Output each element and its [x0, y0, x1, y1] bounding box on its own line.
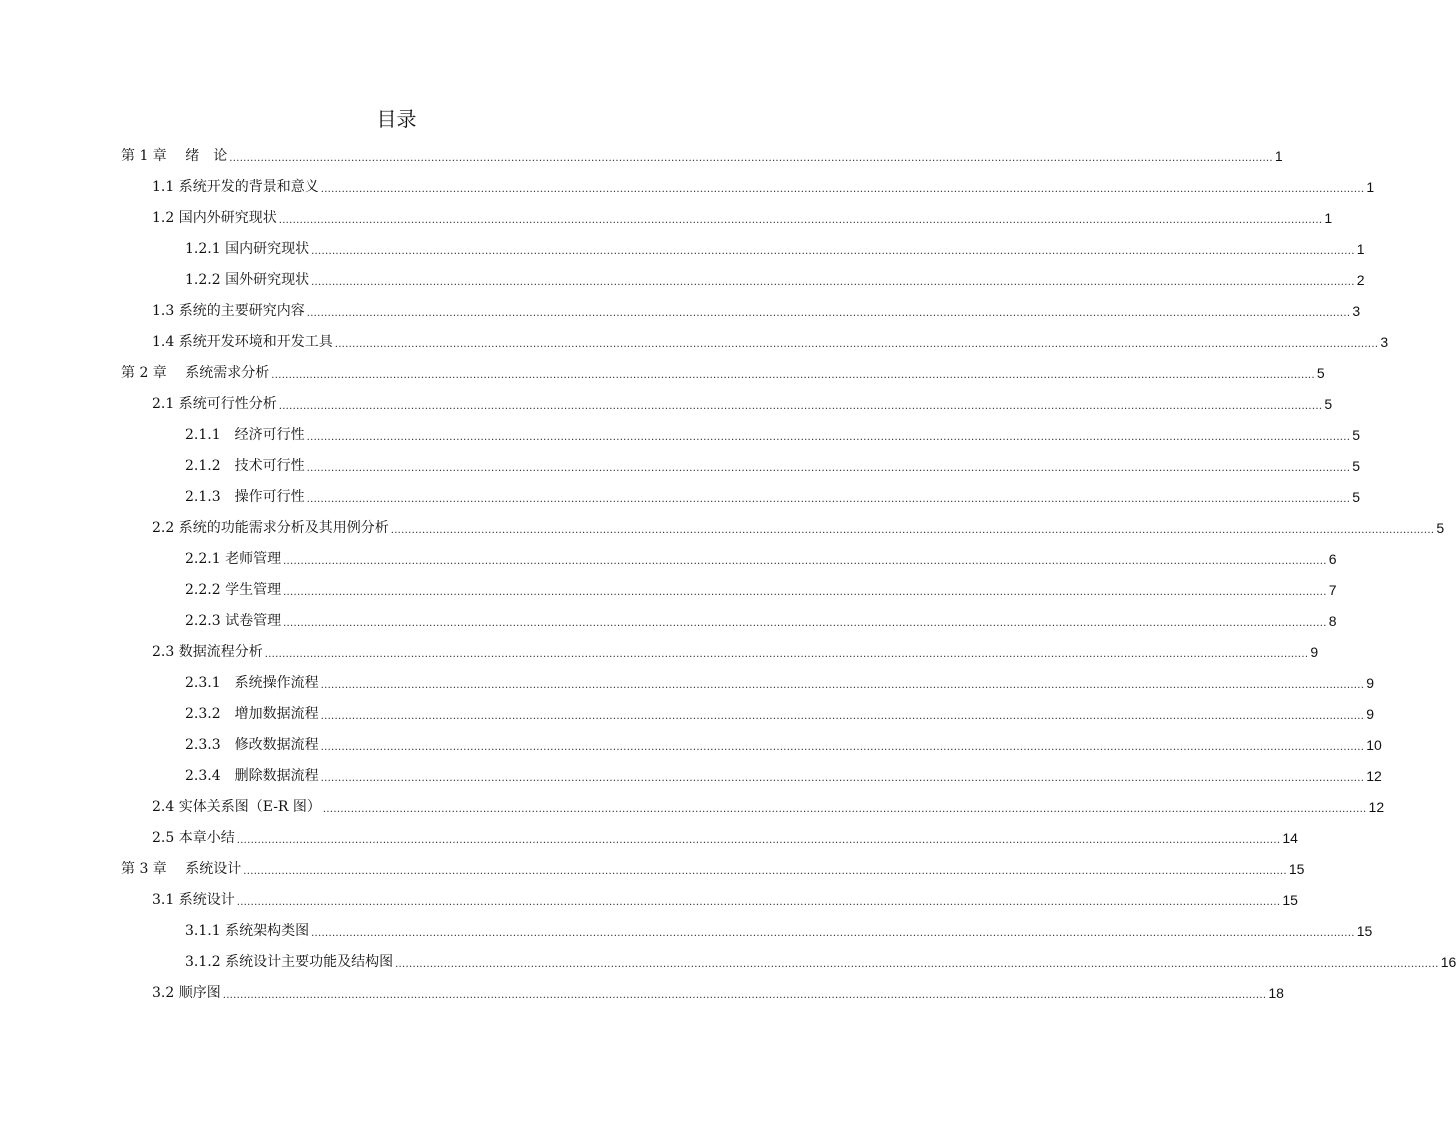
toc-entry-title: 3.1.1 系统架构类图 [185, 923, 310, 939]
toc-dot-leader: ............................................................................................................................................................................................................................................................................................................ [320, 742, 1365, 753]
toc-entry-page-number: 18 [1268, 985, 1284, 1001]
toc-entry[interactable] [185, 269, 1365, 289]
toc-dot-leader: ............................................................................................................................................................................................................................................................................................................ [395, 959, 1439, 970]
toc-dot-leader: ............................................................................................................................................................................................................................................................................................................ [311, 928, 1355, 939]
toc-entry-page-number: 14 [1282, 830, 1298, 846]
toc-entry-title: 第 3 章 系统设计 [121, 861, 242, 877]
toc-dot-leader: ............................................................................................................................................................................................................................................................................................................ [306, 494, 1351, 505]
toc-entry[interactable] [152, 889, 1298, 909]
toc-dot-leader: ............................................................................................................................................................................................................................................................................................................ [283, 587, 1327, 598]
toc-entry-title: 2.3.1 系统操作流程 [185, 675, 319, 691]
toc-dot-leader: ............................................................................................................................................................................................................................................................................................................ [283, 556, 1327, 567]
toc-dot-leader: ............................................................................................................................................................................................................................................................................................................ [222, 990, 1267, 1001]
toc-entry-page-number: 1 [1356, 241, 1365, 257]
toc-dot-leader: ............................................................................................................................................................................................................................................................................................................ [322, 804, 1367, 815]
toc-entry[interactable] [152, 796, 1385, 816]
toc-entry-page-number: 15 [1288, 861, 1305, 877]
toc-entry[interactable] [152, 207, 1333, 227]
toc-entry-title: 2.3.2 增加数据流程 [185, 706, 319, 722]
toc-entry-title: 2.1.1 经济可行性 [185, 427, 305, 443]
toc-entry-page-number: 9 [1366, 706, 1375, 722]
toc-dot-leader: ............................................................................................................................................................................................................................................................................................................ [306, 308, 1351, 319]
toc-dot-leader: ............................................................................................................................................................................................................................................................................................................ [264, 649, 1309, 660]
toc-dot-leader: ............................................................................................................................................................................................................................................................................................................ [306, 432, 1351, 443]
toc-entry-page-number: 2 [1356, 272, 1365, 288]
toc-dot-leader: ............................................................................................................................................................................................................................................................................................................ [306, 463, 1351, 474]
toc-entry[interactable] [152, 641, 1319, 661]
toc-entry-title: 3.1.2 系统设计主要功能及结构图 [185, 954, 394, 970]
toc-entry[interactable] [152, 827, 1298, 847]
toc-entry[interactable] [185, 455, 1361, 475]
toc-entry-title: 2.5 本章小结 [152, 830, 235, 846]
toc-entry-page-number: 5 [1324, 396, 1333, 412]
toc-entry[interactable] [121, 362, 1325, 382]
toc-entry[interactable] [185, 424, 1361, 444]
toc-entry-page-number: 9 [1310, 644, 1319, 660]
toc-dot-leader: ............................................................................................................................................................................................................................................................................................................ [320, 773, 1365, 784]
toc-dot-leader: ............................................................................................................................................................................................................................................................................................................ [320, 711, 1365, 722]
toc-dot-leader: ............................................................................................................................................................................................................................................................................................................ [278, 401, 1323, 412]
toc-entry[interactable] [152, 300, 1361, 320]
toc-entry-title: 2.3.4 删除数据流程 [185, 768, 319, 784]
toc-entry-page-number: 6 [1328, 551, 1337, 567]
toc-entry-page-number: 5 [1352, 458, 1361, 474]
toc-entry-page-number: 8 [1328, 613, 1337, 629]
toc-entry[interactable] [185, 703, 1375, 723]
toc-entry-page-number: 12 [1366, 768, 1382, 784]
toc-entry[interactable] [185, 951, 1456, 971]
toc-entry-title: 2.1 系统可行性分析 [152, 396, 277, 412]
toc-entry-title: 2.2 系统的功能需求分析及其用例分析 [152, 520, 389, 536]
toc-entry-page-number: 5 [1352, 489, 1361, 505]
toc-entry[interactable] [152, 982, 1284, 1002]
toc-entry[interactable] [152, 331, 1389, 351]
toc-dot-leader: ............................................................................................................................................................................................................................................................................................................ [311, 277, 1355, 288]
toc-entry-page-number: 10 [1366, 737, 1382, 753]
toc-dot-leader: ............................................................................................................................................................................................................................................................................................................ [271, 370, 1315, 381]
toc-entry[interactable] [185, 610, 1337, 630]
toc-entry-title: 2.1.2 技术可行性 [185, 458, 305, 474]
toc-entry-page-number: 5 [1352, 427, 1361, 443]
toc-entry[interactable] [121, 858, 1305, 878]
toc-entry-title: 1.2.2 国外研究现状 [185, 272, 310, 288]
toc-entry[interactable] [152, 517, 1445, 537]
toc-dot-leader: ............................................................................................................................................................................................................................................................................................................ [283, 618, 1327, 629]
toc-entry-title: 3.1 系统设计 [152, 892, 235, 908]
toc-dot-leader: ............................................................................................................................................................................................................................................................................................................ [243, 866, 1287, 877]
toc-dot-leader: ............................................................................................................................................................................................................................................................................................................ [236, 897, 1281, 908]
toc-entry-page-number: 1 [1324, 210, 1333, 226]
toc-dot-leader: ............................................................................................................................................................................................................................................................................................................ [278, 215, 1323, 226]
toc-entry-page-number: 15 [1282, 892, 1298, 908]
toc-entry-title: 第 1 章 绪 论 [121, 148, 228, 164]
toc-entry-page-number: 1 [1366, 179, 1375, 195]
toc-entry[interactable] [152, 393, 1333, 413]
toc-dot-leader: ............................................................................................................................................................................................................................................................................................................ [390, 525, 1435, 536]
toc-entry-title: 2.3.3 修改数据流程 [185, 737, 319, 753]
toc-entry-title: 1.3 系统的主要研究内容 [152, 303, 305, 319]
toc-entry[interactable] [121, 145, 1283, 165]
toc-entry-page-number: 3 [1352, 303, 1361, 319]
toc-entry-page-number: 9 [1366, 675, 1375, 691]
toc-entry-page-number: 16 [1440, 954, 1456, 970]
toc-entry[interactable] [185, 548, 1337, 568]
toc-entry-title: 1.2.1 国内研究现状 [185, 241, 310, 257]
toc-entry[interactable] [185, 765, 1382, 785]
toc-entry-title: 2.2.2 学生管理 [185, 582, 282, 598]
toc-entry-title: 1.4 系统开发环境和开发工具 [152, 334, 333, 350]
toc-entry-page-number: 5 [1316, 365, 1325, 381]
toc-entry[interactable] [185, 238, 1365, 258]
toc-entry-page-number: 5 [1436, 520, 1445, 536]
toc-entry-title: 2.2.3 试卷管理 [185, 613, 282, 629]
toc-entry-page-number: 12 [1368, 799, 1385, 815]
toc-entry-title: 2.3 数据流程分析 [152, 644, 263, 660]
toc-entry-title: 3.2 顺序图 [152, 985, 221, 1001]
toc-dot-leader: ............................................................................................................................................................................................................................................................................................................ [334, 339, 1379, 350]
toc-dot-leader: ............................................................................................................................................................................................................................................................................................................ [311, 246, 1355, 257]
toc-entry[interactable] [185, 672, 1375, 692]
toc-entry-title: 2.4 实体关系图（E-R 图） [152, 799, 321, 815]
toc-entry[interactable] [185, 579, 1337, 599]
toc-entry[interactable] [185, 734, 1382, 754]
toc-entry-title: 1.1 系统开发的背景和意义 [152, 179, 319, 195]
toc-entry-title: 2.1.3 操作可行性 [185, 489, 305, 505]
toc-dot-leader: ............................................................................................................................................................................................................................................................................................................ [320, 184, 1365, 195]
toc-entry-title: 第 2 章 系统需求分析 [121, 365, 270, 381]
toc-dot-leader: ............................................................................................................................................................................................................................................................................................................ [236, 835, 1281, 846]
toc-entry[interactable] [152, 176, 1375, 196]
toc-entry-page-number: 15 [1356, 923, 1373, 939]
toc-entry-title: 1.2 国内外研究现状 [152, 210, 277, 226]
toc-entry[interactable] [185, 486, 1361, 506]
toc-entry-page-number: 3 [1380, 334, 1389, 350]
toc-entry-page-number: 7 [1328, 582, 1337, 598]
toc-entry[interactable] [185, 920, 1373, 940]
page-title: 目录 [376, 107, 417, 131]
toc-dot-leader: ............................................................................................................................................................................................................................................................................................................ [320, 680, 1365, 691]
toc-entry-page-number: 1 [1274, 148, 1283, 164]
toc-dot-leader: ............................................................................................................................................................................................................................................................................................................ [229, 153, 1273, 164]
toc-entry-title: 2.2.1 老师管理 [185, 551, 282, 567]
